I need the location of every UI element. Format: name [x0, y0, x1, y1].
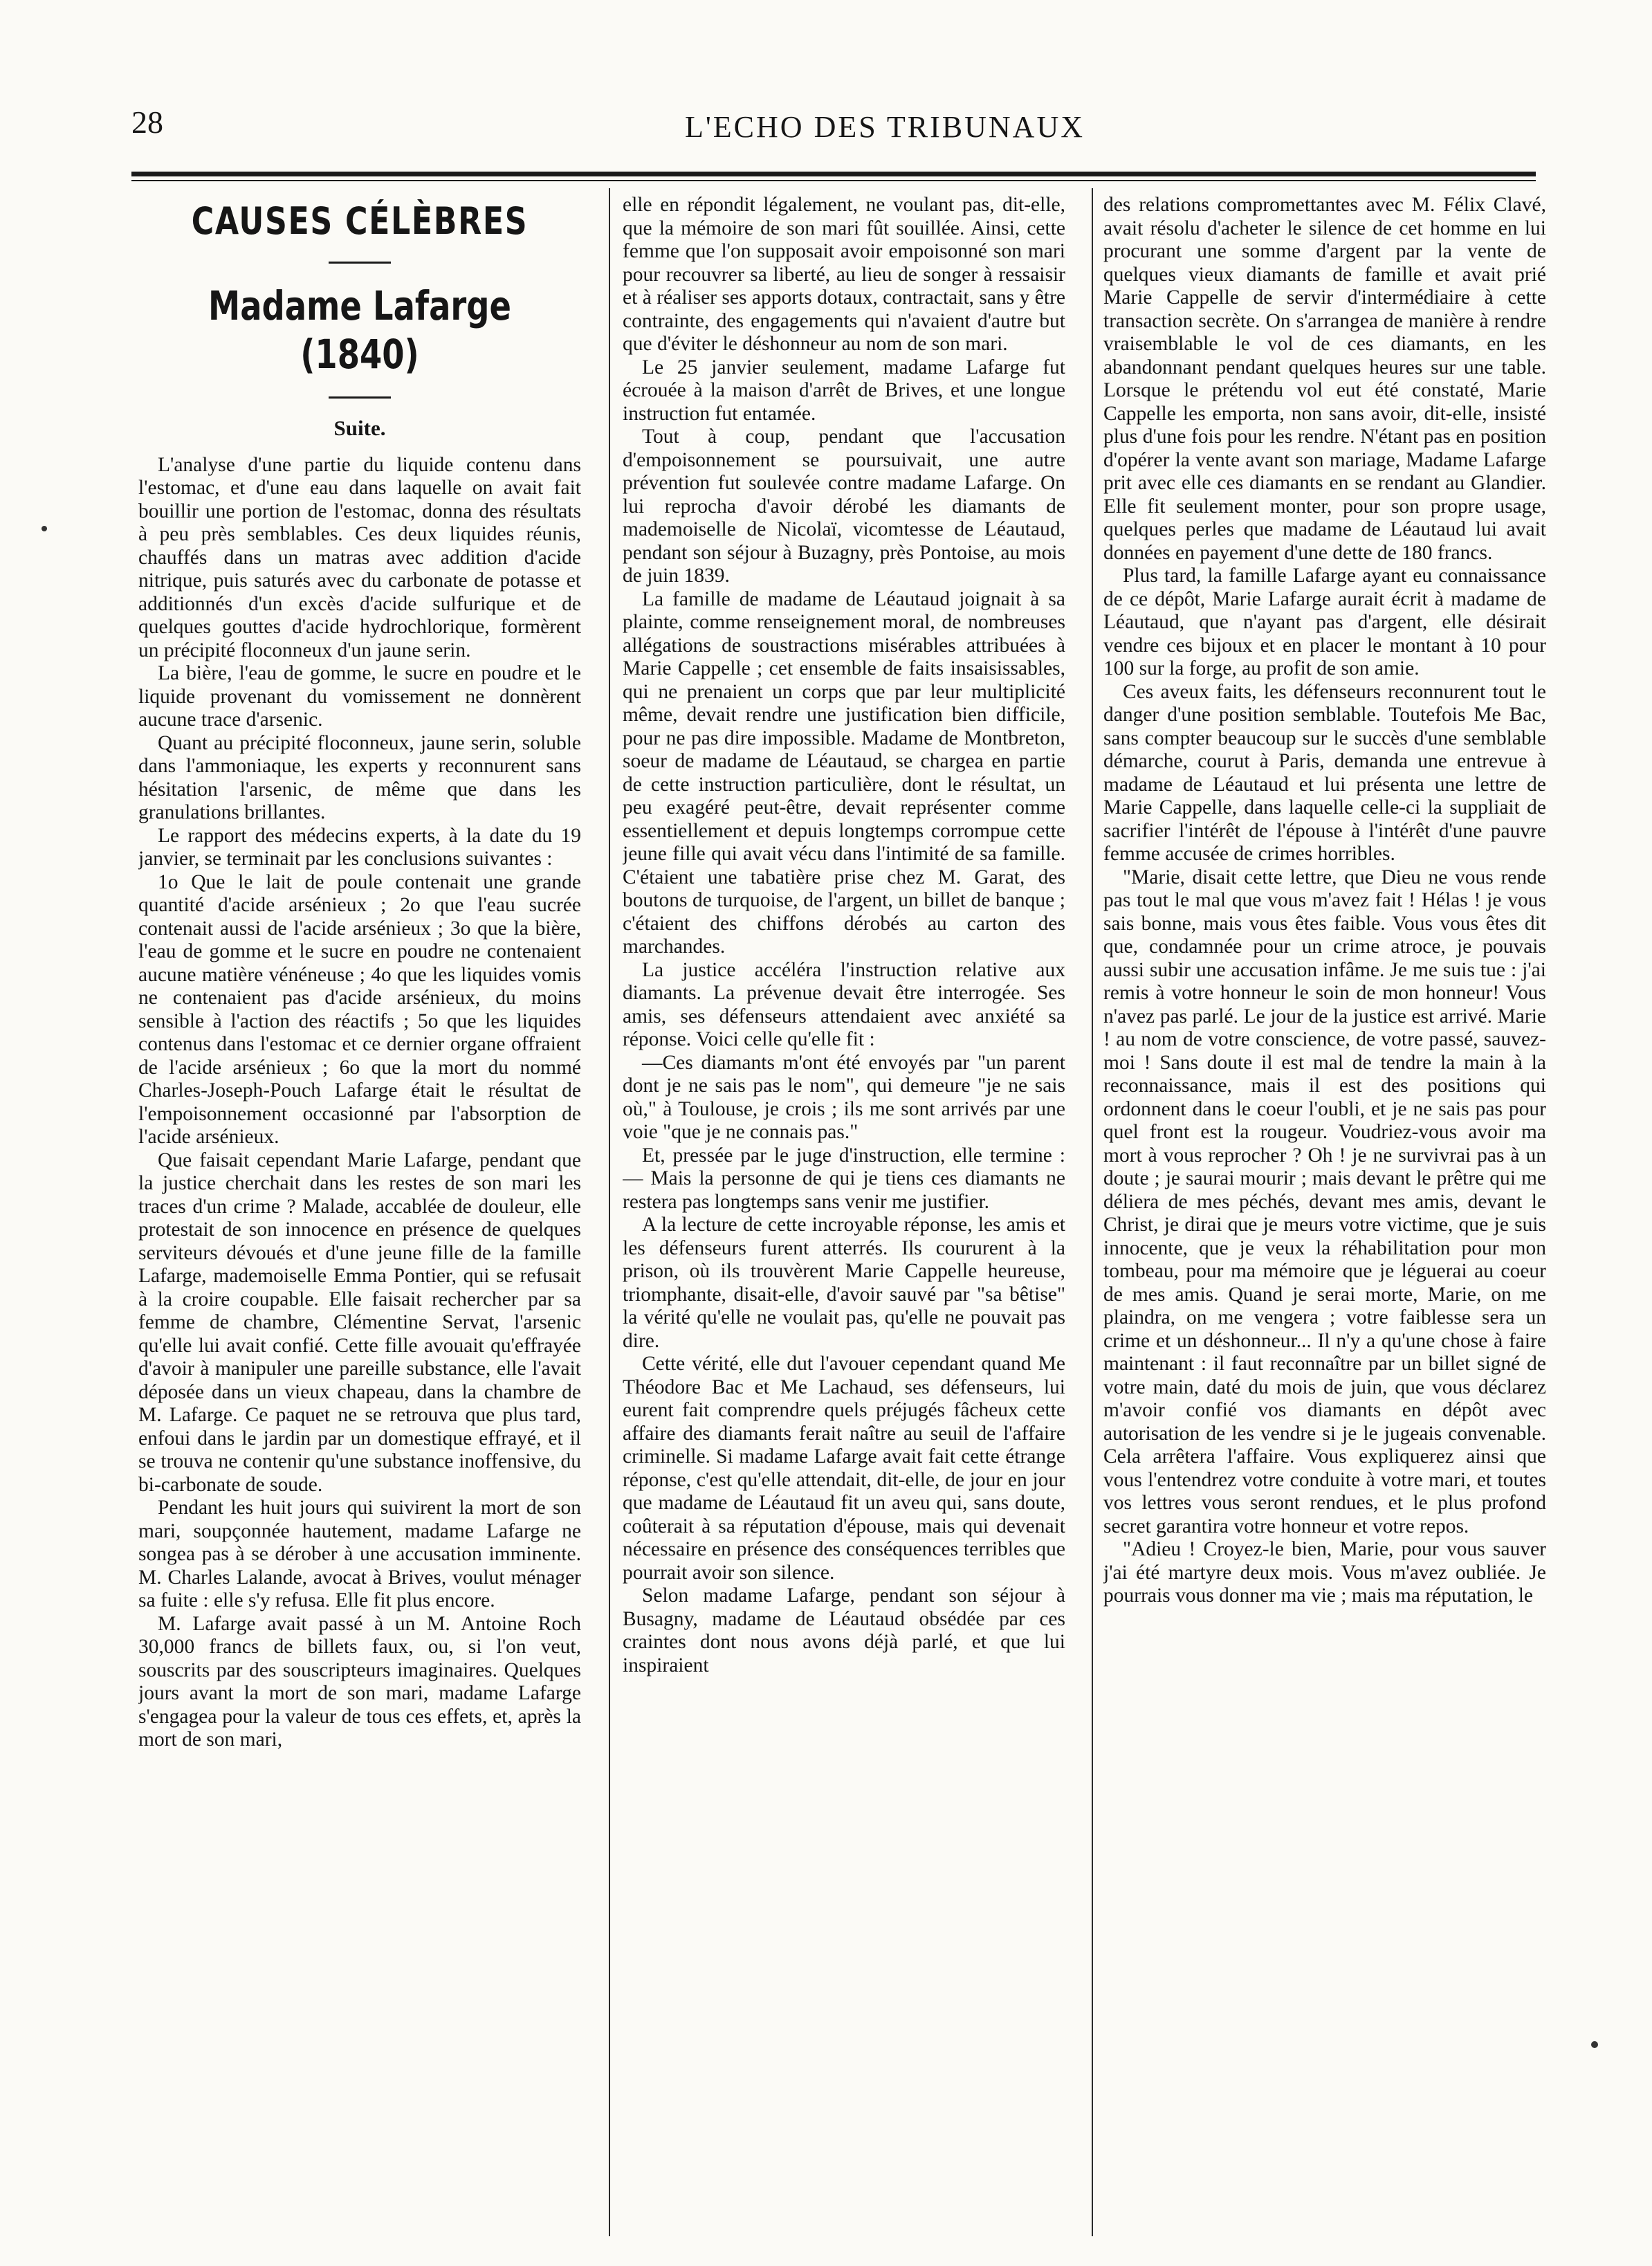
paragraph: 1o Que le lait de poule contenait une grande quantité d'acide arsénieux ; 2o que l'eau sucrée contenait aussi de l'acide arsénieux ; 3o que la bière, l'eau de gomme et le sucre en poudre ne contenaient aucune matière vénéneuse ; 4o que les liquides vomis ne contenaient pas d'acide arsénieux, du moins sensible à l'action des réactifs ; 5o que les liquides contenus dans l'estomac et ce dernier organe offraient de l'acide arsénieux ; 6o que la mort du nommé Charles-Joseph-Pouch Lafarge était le résultat de l'empoisonnement occasionné par l'absorption de l'acide arsénieux.	[138, 870, 581, 1148]
title-rule	[329, 396, 391, 399]
column-divider	[1092, 188, 1093, 2236]
paragraph: elle en répondit légalement, ne voulant pas, dit-elle, que la mémoire de son mari fût souillée. Ainsi, cette femme que l'on supposait avoir empoisonné son mari pour recouvrer sa liberté, au lieu de songer à ressaisir et à réaliser ses apports dotaux, contractait, sans y être contrainte, des engagements qui n'avaient d'autre but que d'éviter le déshonneur au nom de son mari.	[623, 194, 1065, 355]
paragraph: L'analyse d'une partie du liquide contenu dans l'estomac, et d'une eau dans laquelle on avait fait bouillir une portion de l'estomac, donna des résultats à peu près semblables. Ces deux liquides réunis, chauffés dans un matras avec addition d'acide nitrique, puis saturés avec du carbonate de potasse et additionnés d'un excès d'acide sulfurique et de quelques gouttes d'acide hydrochlorique, formèrent un précipité floconneux d'un jaune serin.	[138, 453, 581, 661]
article-title: Madame Lafarge (1840)	[208, 282, 511, 378]
paragraph: La famille de madame de Léautaud joignait à sa plainte, comme renseignement moral, de nombreuses allégations de soustractions misérables attribuées à Marie Cappelle ; cet ensemble de faits insaisissables, qui ne prenaient un corps que par leur multiplicité même, devait rendre une justification bien difficile, pour ne pas dire impossible. Madame de Montbreton, soeur de madame de Léautaud, se chargea en partie de cette instruction particulière, dont le résultat, un peu exagéré peut-être, devait représenter comme essentiellement et depuis longtemps corrompue cette jeune fille qui avait vécu dans l'intimité de sa famille. C'étaient une tabatière prise chez M. Garat, des boutons de turquoise, de l'argent, un billet de banque ; c'étaient des chiffons dérobés au carton des marchandes.	[623, 587, 1065, 958]
header-rule-thick	[131, 172, 1536, 176]
paragraph: Plus tard, la famille Lafarge ayant eu connaissance de ce dépôt, Marie Lafarge aurait écrit à madame de Léautaud, que n'ayant pas d'argent, elle désirait vendre ces bijoux et en placer le montant à 10 pour 100 sur la forge, au profit de son amie.	[1103, 565, 1546, 679]
paragraph: "Marie, disait cette lettre, que Dieu ne vous rende pas tout le mal que vous m'avez fait ! Hélas ! je vous sais bonne, mais vous êtes faible. Vous vous êtes dit que, condamnée pour un crime atroce, je pouvais aussi subir une accusation infâme. Je me suis tue : j'ai remis à votre honneur le soin de mon honneur! Vous n'avez pas parlé. Le jour de la justice est arrivé. Marie ! au nom de votre conscience, de votre passé, sauvez-moi ! Sans doute il est mal de tendre la main à la reconnaissance, mais il est des positions qui ordonnent dans le coeur l'oubli, et je ne sais pas pour quel front est la rougeur. Voudriez-vous avoir ma mort à vous reprocher ? Oh ! je ne survivrai pas à un doute ; je saurai mourir ; mais devant le prêtre qui me déliera de mes péchés, devant mes amis, devant le Christ, je dirai que je meurs votre victime, que je suis innocente, que je veux la réhabilitation pour mon tombeau, pour ma mémoire que je léguerai au coeur de mes amis. Quand je serai morte, Marie, on me plaindra, on me vengera ; votre faiblesse sera un crime et un déshonneur... Il n'y a qu'une chose à faire maintenant : il faut reconnaître par un billet signé de votre main, daté du mois de juin, que vous déclarez m'avoir confié vos diamants en dépôt avec autorisation de les vendre si je le jugeais convenable. Cela arrêtera l'affaire. Vous expliquerez ainsi que vous l'entendrez votre conduite à votre mari, et toutes vos lettres vous seront rendues, et le plus profond secret garantira votre honneur et votre repos.	[1103, 866, 1546, 1537]
paragraph: Que faisait cependant Marie Lafarge, pendant que la justice cherchait dans les restes de son mari les traces d'un crime ? Malade, accablée de douleur, elle protestait de son innocence en présence de quelques serviteurs dévoués et d'une jeune fille de la famille Lafarge, mademoiselle Emma Pontier, qui se refusait à la croire coupable. Elle faisait rechercher par sa femme de chambre, Clémentine Servat, l'arsenic qu'elle lui avait confié. Cette fille avouait qu'effrayée d'avoir à manipuler une pareille substance, elle l'avait déposée dans un vieux chapeau, dans la chambre de M. Lafarge. Ce paquet ne se retrouva que plus tard, enfoui dans le jardin par un domestique effrayé, et il se trouva ne contenir qu'une substance inoffensive, du bi-carbonate de soude.	[138, 1149, 581, 1496]
page-header	[131, 104, 1536, 159]
paragraph: —Ces diamants m'ont été envoyés par "un parent dont je ne sais pas le nom", qui demeure "je ne sais où," à Toulouse, je crois ; ils me sont arrivés par une voie "que je ne connais pas."	[623, 1051, 1065, 1143]
paragraph: Pendant les huit jours qui suivirent la mort de son mari, soupçonnée hautement, madame Lafarge ne songea pas à se dérober à une accusation imminente. M. Charles Lalande, avocat à Brives, voulut ménager sa fuite : elle s'y refusa. Elle fit plus encore.	[138, 1497, 581, 1611]
scan-speck	[1591, 2041, 1598, 2048]
paragraph: Cette vérité, elle dut l'avouer cependant quand Me Théodore Bac et Me Lachaud, ses défenseurs, lui eurent fait comprendre quels préjugés fâcheux cette affaire des diamants ferait naître au seuil de l'affaire criminelle. Si madame Lafarge avait fait cette étrange réponse, c'est qu'elle attendait, dit-elle, de jour en jour que madame de Léautaud fit un aveu qui, sans doute, coûterait à sa réputation d'épouse, mais qui devenait nécessaire en présence des conséquences terribles que pourrait avoir son silence.	[623, 1353, 1065, 1584]
page-number: 28	[131, 104, 163, 140]
column-divider	[609, 188, 610, 2236]
section-heading: CAUSES CÉLÈBRES	[191, 199, 529, 243]
paragraph: Le 25 janvier seulement, madame Lafarge fut écrouée à la maison d'arrêt de Brives, et une longue instruction fut entamée.	[623, 356, 1065, 425]
paragraph: Tout à coup, pendant que l'accusation d'empoisonnement se poursuivait, une autre prévention fut soulevée contre madame Lafarge. On lui reprocha d'avoir dérobé les diamants de mademoiselle de Nicolaï, vicomtesse de Léautaud, pendant son séjour à Buzagny, près Pontoise, au mois de juin 1839.	[623, 426, 1065, 587]
paragraph: Le rapport des médecins experts, à la date du 19 janvier, se terminait par les conclusions suivantes :	[138, 824, 581, 870]
scan-speck	[42, 526, 47, 531]
paragraph: Selon madame Lafarge, pendant son séjour à Busagny, madame de Léautaud obsédée par ces craintes dont nous avons déjà parlé, et que lui inspiraient	[623, 1584, 1065, 1676]
column-1-body	[138, 454, 581, 1752]
column-2-body	[623, 194, 1065, 1677]
journal-title: L'ECHO DES TRIBUNAUX	[685, 110, 1085, 144]
header-rule-thin	[131, 180, 1536, 181]
heading-rule	[329, 262, 391, 264]
article-subtitle: Suite.	[333, 416, 386, 440]
paragraph: Et, pressée par le juge d'instruction, elle termine : — Mais la personne de qui je tiens ces diamants ne restera pas longtemps sans venir me justifier.	[623, 1144, 1065, 1213]
paragraph: La bière, l'eau de gomme, le sucre en poudre et le liquide provenant du vomissement ne donnèrent aucune trace d'arsenic.	[138, 662, 581, 731]
paragraph: des relations compromettantes avec M. Félix Clavé, avait résolu d'acheter le silence de cet homme en lui procurant une somme d'argent par la vente de quelques vieux diamants de famille et avait prié Marie Cappelle de servir d'intermédiaire à cette transaction secrète. On s'arrangea de manière à rendre vraisemblable le vol de ces diamants, en les abandonnant pendant quelques heures sur une table. Lorsque le prétendu vol eut été constaté, Marie Cappelle les emporta, non sans avoir, dit-elle, insisté plus d'une fois pour les rendre. N'étant pas en position d'opérer la vente avant son mariage, Madame Lafarge prit avec elle ces diamants en se rendant au Glandier. Elle fit seulement monter, pour son propre usage, quelques perles que madame de Léautaud lui avait données en payement d'une dette de 180 francs.	[1103, 194, 1546, 564]
column-3-body	[1103, 194, 1546, 1608]
column-3	[1103, 194, 1546, 2235]
paragraph: Ces aveux faits, les défenseurs reconnurent tout le danger d'une position semblable. Toutefois Me Bac, sans compter beaucoup sur le succès d'une semblable démarche, courut à Paris, demanda une entrevue à madame de Léautaud et lui présenta une lettre de Marie Cappelle, dans laquelle celle-ci la suppliait de sacrifier l'intérêt de l'épouse à l'intérêt d'une pauvre femme accusée de crimes horribles.	[1103, 680, 1546, 865]
paragraph: M. Lafarge avait passé à un M. Antoine Roch 30,000 francs de billets faux, ou, si l'on veut, souscrits par des souscripteurs imaginaires. Quelques jours avant la mort de son mari, madame Lafarge s'engagea pour la valeur de tous ces effets, et, après la mort de son mari,	[138, 1612, 581, 1751]
column-2	[623, 194, 1065, 2235]
paragraph: Quant au précipité floconneux, jaune serin, soluble dans l'ammoniaque, les experts y reconnurent sans hésitation l'arsenic, de même que dans les granulations brillantes.	[138, 731, 581, 823]
paragraph: La justice accéléra l'instruction relative aux diamants. La prévenue devait être interrogée. Ses amis, ses défenseurs attendaient avec anxiété sa réponse. Voici celle qu'elle fit :	[623, 958, 1065, 1050]
column-1	[138, 194, 581, 2235]
paragraph: A la lecture de cette incroyable réponse, les amis et les défenseurs furent atterrés. Ils coururent à la prison, où ils trouvèrent Marie Cappelle heureuse, triomphante, disait-elle, d'avoir sauvé par "sa bêtise" la vérité qu'elle ne voulait pas, qu'elle ne pouvait pas dire.	[623, 1214, 1065, 1352]
paragraph: "Adieu ! Croyez-le bien, Marie, pour vous sauver j'ai été martyre deux mois. Vous m'avez oubliée. Je pourrais vous donner ma vie ; mais ma réputation, le	[1103, 1538, 1546, 1607]
